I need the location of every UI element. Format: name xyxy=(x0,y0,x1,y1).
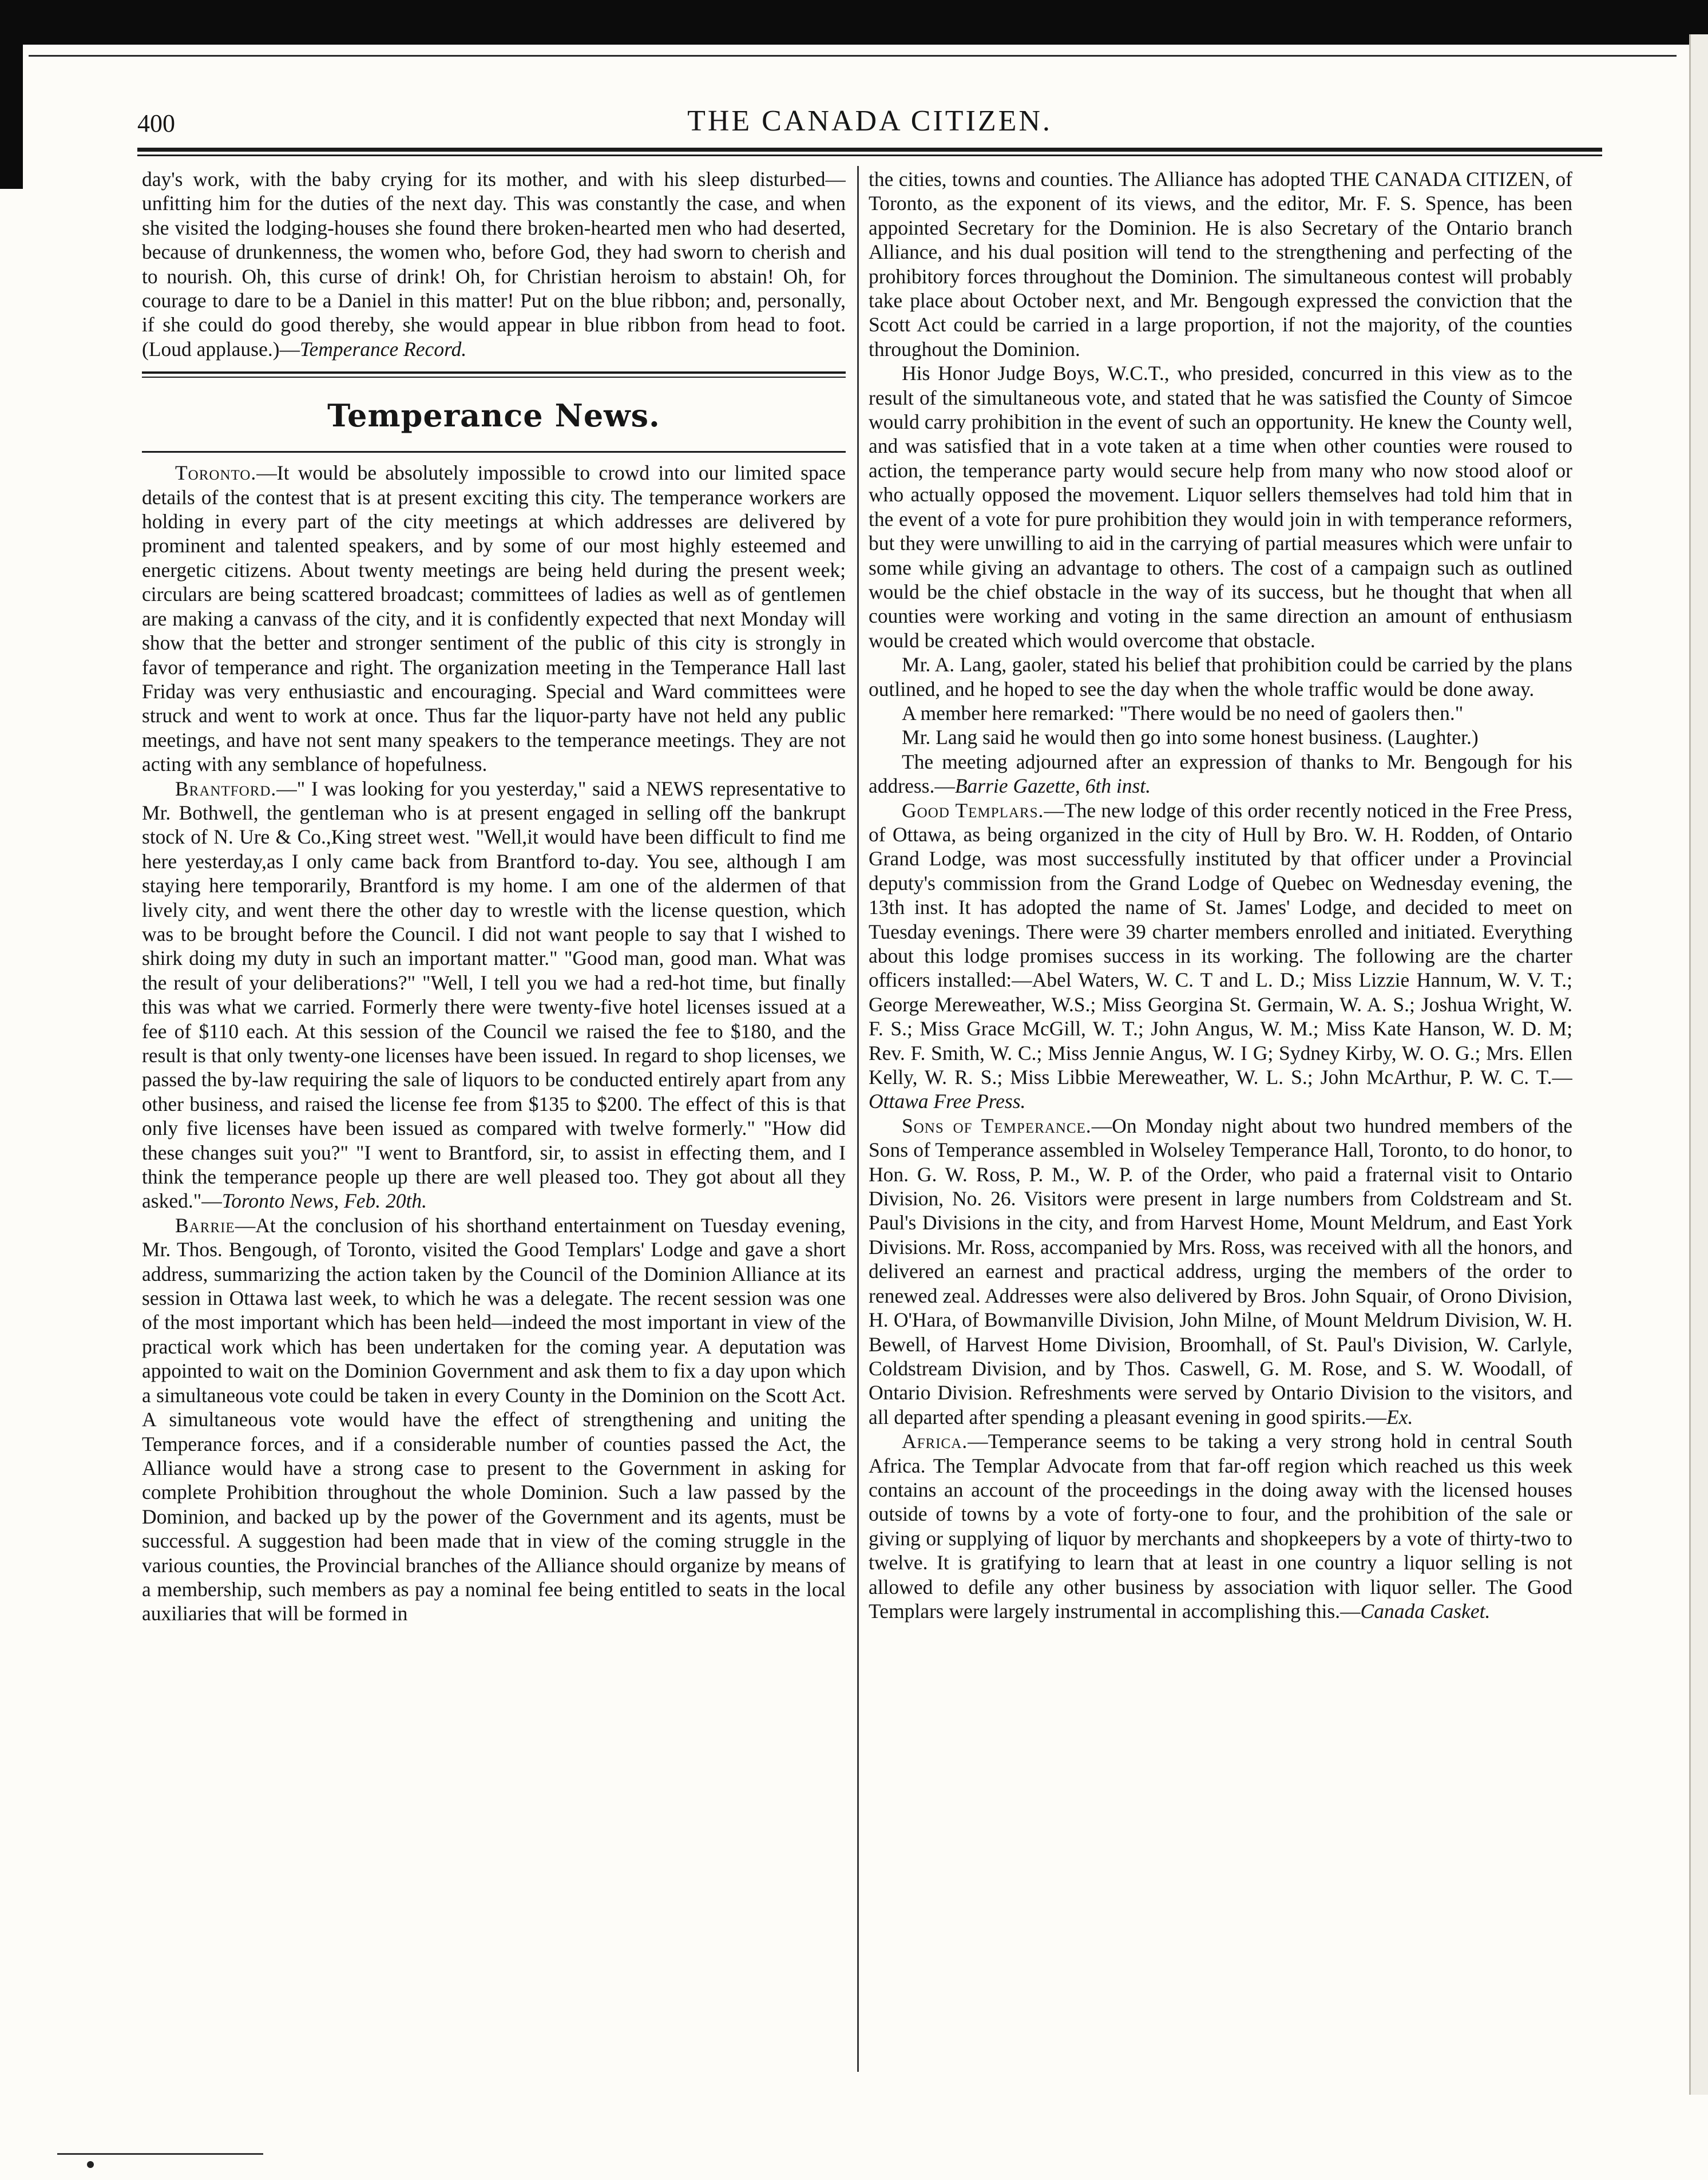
right-column xyxy=(869,167,1572,2073)
section-rule-top xyxy=(142,371,846,374)
section-rule-bottom xyxy=(142,451,846,453)
africa-lead: Africa. xyxy=(902,1430,968,1453)
section-title: Temperance News. xyxy=(327,397,660,434)
lang-second-paragraph: Mr. Lang said he would then go into some honest business. (Laughter.) xyxy=(902,726,1479,749)
templars-source: Ottawa Free Press. xyxy=(869,1090,1026,1113)
judge-paragraph: His Honor Judge Boys, W.C.T., who presided, concurred in this view as to the result of the simultaneous vote, and stated that he was satisfied the County of Simcoe would carry prohibition in the event of such an opportunity. He knew the County well, and was satisfied that in a vote taken at a time when other counties were roused to action, the temperance party would secure help from many who now stood aloof or who actually opposed the movement. Liquor sellers themselves had told him that in the event of a vote for pure prohibition they would join in with temperance reformers, but they were unwilling to aid in the carrying of partial measures which were unfair to some while giving an advantage to others. The cost of a campaign such as outlined would be the chief obstacle in the way of its success, but he thought that when all counties were working and voting in the same direction an amount of enthusiasm would be created which would overcome that obstacle. xyxy=(869,362,1572,652)
column-separator xyxy=(857,166,859,2072)
toronto-paragraph: Toronto.—It would be absolutely impossible to crowd into our limited space details of the contest that is at present exciting this city. The temperance workers are holding in every part of the city meetings at which addresses are delivered by prominent and talented speakers, and by some of our most highly esteemed and energetic citizens. About twenty meetings are being held during the present week; circulars are being scattered broadcast; committees of ladies as well as of gentlemen are making a canvass of the city, and it is confidently expected that next Monday will show that the better and stronger sentiment of the public of this city is strongly in favor of temperance and right. The organization meeting in the Temperance Hall last Friday was very enthusiastic and encouraging. Special and Ward committees were struck and went to work at once. Thus far the liquor-party have not held any public meetings, and have not sent many speakers to the temperance meetings. They are not acting with any semblance of hopefulness. xyxy=(142,461,846,776)
templars-paragraph: Good Templars.—The new lodge of this order recently noticed in the Free Press, of Ottawa, as being organized in the city of Hull by Bro. W. H. Rodden, of Ontario Grand Lodge, was most successfully instituted by that officer under a Provincial deputy's commission from the Grand Lodge of Quebec on Wednesday evening, the 13th inst. It has adopted the name of St. James' Lodge, and decided to meet on Tuesday evenings. There were 39 charter members enrolled and initiated. Everything about this lodge promises success in its working. The following are the charter officers installed:—Abel Waters, W. C. T and L. D.; Miss Lizzie Hannum, W. V. T.; George Mereweather, W.S.; Miss Georgina St. Germain, W. A. S.; Joshua Wright, W. F. S.; Miss Grace McGill, W. T.; John Angus, W. M.; Miss Kate Hanson, W. D. M; Rev. F. Smith, W. C.; Miss Jennie Angus, W. I G; Sydney Kirby, W. O. G.; Mrs. Ellen Kelly, W. R. S.; Miss Libbie Mereweather, W. L. S.; John McArthur, P. W. C. T.—Ottawa Free Press. xyxy=(869,798,1572,1113)
page-header xyxy=(137,104,1602,144)
brantford-lead: Brantford. xyxy=(175,777,277,800)
adjourn-source: Barrie Gazette, 6th inst. xyxy=(954,774,1151,798)
lang-paragraph: Mr. A. Lang, gaoler, stated his belief that prohibition could be carried by the plans outlined, and he hoped to see the day when the whole traffic would be done away. xyxy=(869,653,1572,701)
header-rule-thick xyxy=(137,148,1602,152)
brantford-paragraph: Brantford.—" I was looking for you yesterday," said a NEWS representative to Mr. Bothwell, the gentleman who is at present engaged in selling off the bankrupt stock of N. Ure & Co.,King street west. "Well,it would have been difficult to find me here yesterday,as I only came back from Brantford to-day. You see, although I am staying here temporarily, Brantford is my home. I am one of the aldermen of that lively city, and went there the other day to wrestle with the license question, which was to be brought before the Council. I did not want people to say that I wished to shirk doing my duty in such an important matter." "Good man, good man. What was the result of your deliberations?" "Well, I tell you we had a red-hot time, but finally this was what we carried. Formerly there were twenty-five hotel licenses issued at a fee of $110 each. At this session of the Council we raised the fee to $180, and the result is that only twenty-one licenses have been issued. In regard to shop licenses, we passed the by-law requiring the sale of liquors to be conducted entirely apart from any other business, and raised the license fee from $135 to $200. The effect of this is that only five licenses have been issued as compared with twelve formerly." "How did these changes suit you?" "I went to Brantford, sir, to assist in effecting them, and I think the temperance people up there are well pleased too. They got about all they asked."—Toronto News, Feb. 20th. xyxy=(142,777,846,1213)
barrie-continued: the cities, towns and counties. The Alliance has adopted THE CANADA CITIZEN, of Toronto, as the exponent of its views, and the editor, Mr. F. S. Spence, has been appointed Secretary for the Dominion. He is also Secretary of the Ontario branch Alliance, and his dual position will tend to the strengthening and perfecting of the prohibitory forces throughout the Dominion. The simultaneous contest will probably take place about October next, and Mr. Bengough expressed the conviction that the Scott Act could be carried in a large proportion, if not the majority, of the counties throughout the Dominion. xyxy=(869,168,1572,361)
scan-border-right xyxy=(1689,34,1708,2095)
section-header xyxy=(142,371,846,453)
scan-border-left xyxy=(0,0,23,189)
bottom-scan-dot xyxy=(87,2161,94,2168)
adjourn-paragraph: The meeting adjourned after an expression of thanks to Mr. Bengough for his address.—Barrie Gazette, 6th inst. xyxy=(869,750,1572,798)
sons-paragraph: Sons of Temperance.—On Monday night about two hundred members of the Sons of Temperance assembled in Wolseley Temperance Hall, Toronto, to do honor, to Hon. G. W. Ross, P. M., W. P. of the Order, who paid a fraternal visit to Ontario Division, No. 26. Visitors were present in large numbers from Coldstream and St. Paul's Divisions in the city, and from Harvest Home, Mount Meldrum, and East York Divisions. Mr. Ross, accompanied by Mrs. Ross, was received with all the honors, and delivered an earnest and practical address, urging the members of the order to renewed zeal. Addresses were also delivered by Bros. John Squair, of Orono Division, H. O'Hara, of Bowmanville Division, John Milne, of Mount Meldrum Division, W. H. Bewell, of Harvest Home Division, Broomhall, of St. Paul's Division, W. Carlyle, Coldstream Division, and by Thos. Caswell, G. M. Rose, and S. W. Woodall, of Ontario Division. Refreshments were served by Ontario Division to the visitors, and all departed after spending a pleasant evening in good spirits.—Ex. xyxy=(869,1114,1572,1429)
page-number: 400 xyxy=(137,109,175,137)
sons-source: Ex. xyxy=(1386,1405,1413,1429)
running-title: THE CANADA CITIZEN. xyxy=(687,105,1052,137)
templars-lead: Good Templars. xyxy=(902,798,1044,822)
header-rule-thin xyxy=(137,155,1602,156)
barrie-lead: Barrie xyxy=(175,1213,235,1237)
bottom-scan-mark xyxy=(57,2153,263,2155)
scan-edge-line xyxy=(29,55,1677,57)
sons-lead: Sons of Temperance. xyxy=(902,1114,1092,1137)
brantford-source: Toronto News, Feb. 20th. xyxy=(221,1189,427,1213)
africa-paragraph: Africa.—Temperance seems to be taking a very strong hold in central South Africa. The Templar Advocate from that far-off region which reached us this week contains an account of the proceedings in the doing away with the licensed houses outside of towns by a vote of forty-one to four, and the prohibition of the sale or giving or supplying of liquor by merchants and shopkeepers by a vote of thirty-two to twelve. It is gratifying to learn that at least in one country a liquor selling is not allowed to defile any other business by association with liquor seller. The Good Templars were largely instrumental in accomplishing this.—Canada Casket. xyxy=(869,1430,1572,1623)
scan-border-top xyxy=(0,0,1708,45)
intro-paragraph: day's work, with the baby crying for its mother, and with his sleep disturbed—unfitting him for the duties of the next day. This was constantly the case, and when she visited the lodging-houses she found there broken-hearted men who had deserted, because of drunkenness, the women who, before God, they had sworn to cherish and to nourish. Oh, this curse of drink! Oh, for Christian heroism to abstain! Oh, for courage to dare to be a Daniel in this matter! Put on the blue ribbon; and, personally, if she could do good thereby, she would appear in blue ribbon from head to foot. (Loud applause.)—Temperance Record. xyxy=(142,168,846,361)
barrie-paragraph: Barrie—At the conclusion of his shorthand entertainment on Tuesday evening, Mr. Thos. Bengough, of Toronto, visited the Good Templars' Lodge and gave a short address, summarizing the action taken by the Council of the Dominion Alliance at its session in Ottawa last week, to which he was a delegate. The recent session was one of the most important which has been held—indeed the most important in view of the practical work which has been undertaken for the coming year. A deputation was appointed to wait on the Dominion Government and ask them to fix a day upon which a simultaneous vote could be taken in every County in the Dominion on the Scott Act. A simultaneous vote would have the effect of strengthening and uniting the Temperance forces, and if a considerable number of counties passed the Act, the Alliance would have a strong case to present to the Government in asking for complete Prohibition throughout the whole Dominion. Such a law passed by the Dominion, and backed up by the power of the Government and its agents, must be successful. A suggestion had been made that in view of the coming struggle in the various counties, the Provincial branches of the Alliance should organize by means of a membership, such members as pay a nominal fee being entitled to seats in the local auxiliaries that will be formed in xyxy=(142,1213,846,1625)
member-paragraph: A member here remarked: "There would be no need of gaolers then." xyxy=(902,701,1464,725)
intro-source: Temperance Record. xyxy=(300,337,467,361)
toronto-lead: Toronto. xyxy=(175,461,257,485)
africa-source: Canada Casket. xyxy=(1360,1599,1491,1623)
left-column xyxy=(142,167,846,2073)
